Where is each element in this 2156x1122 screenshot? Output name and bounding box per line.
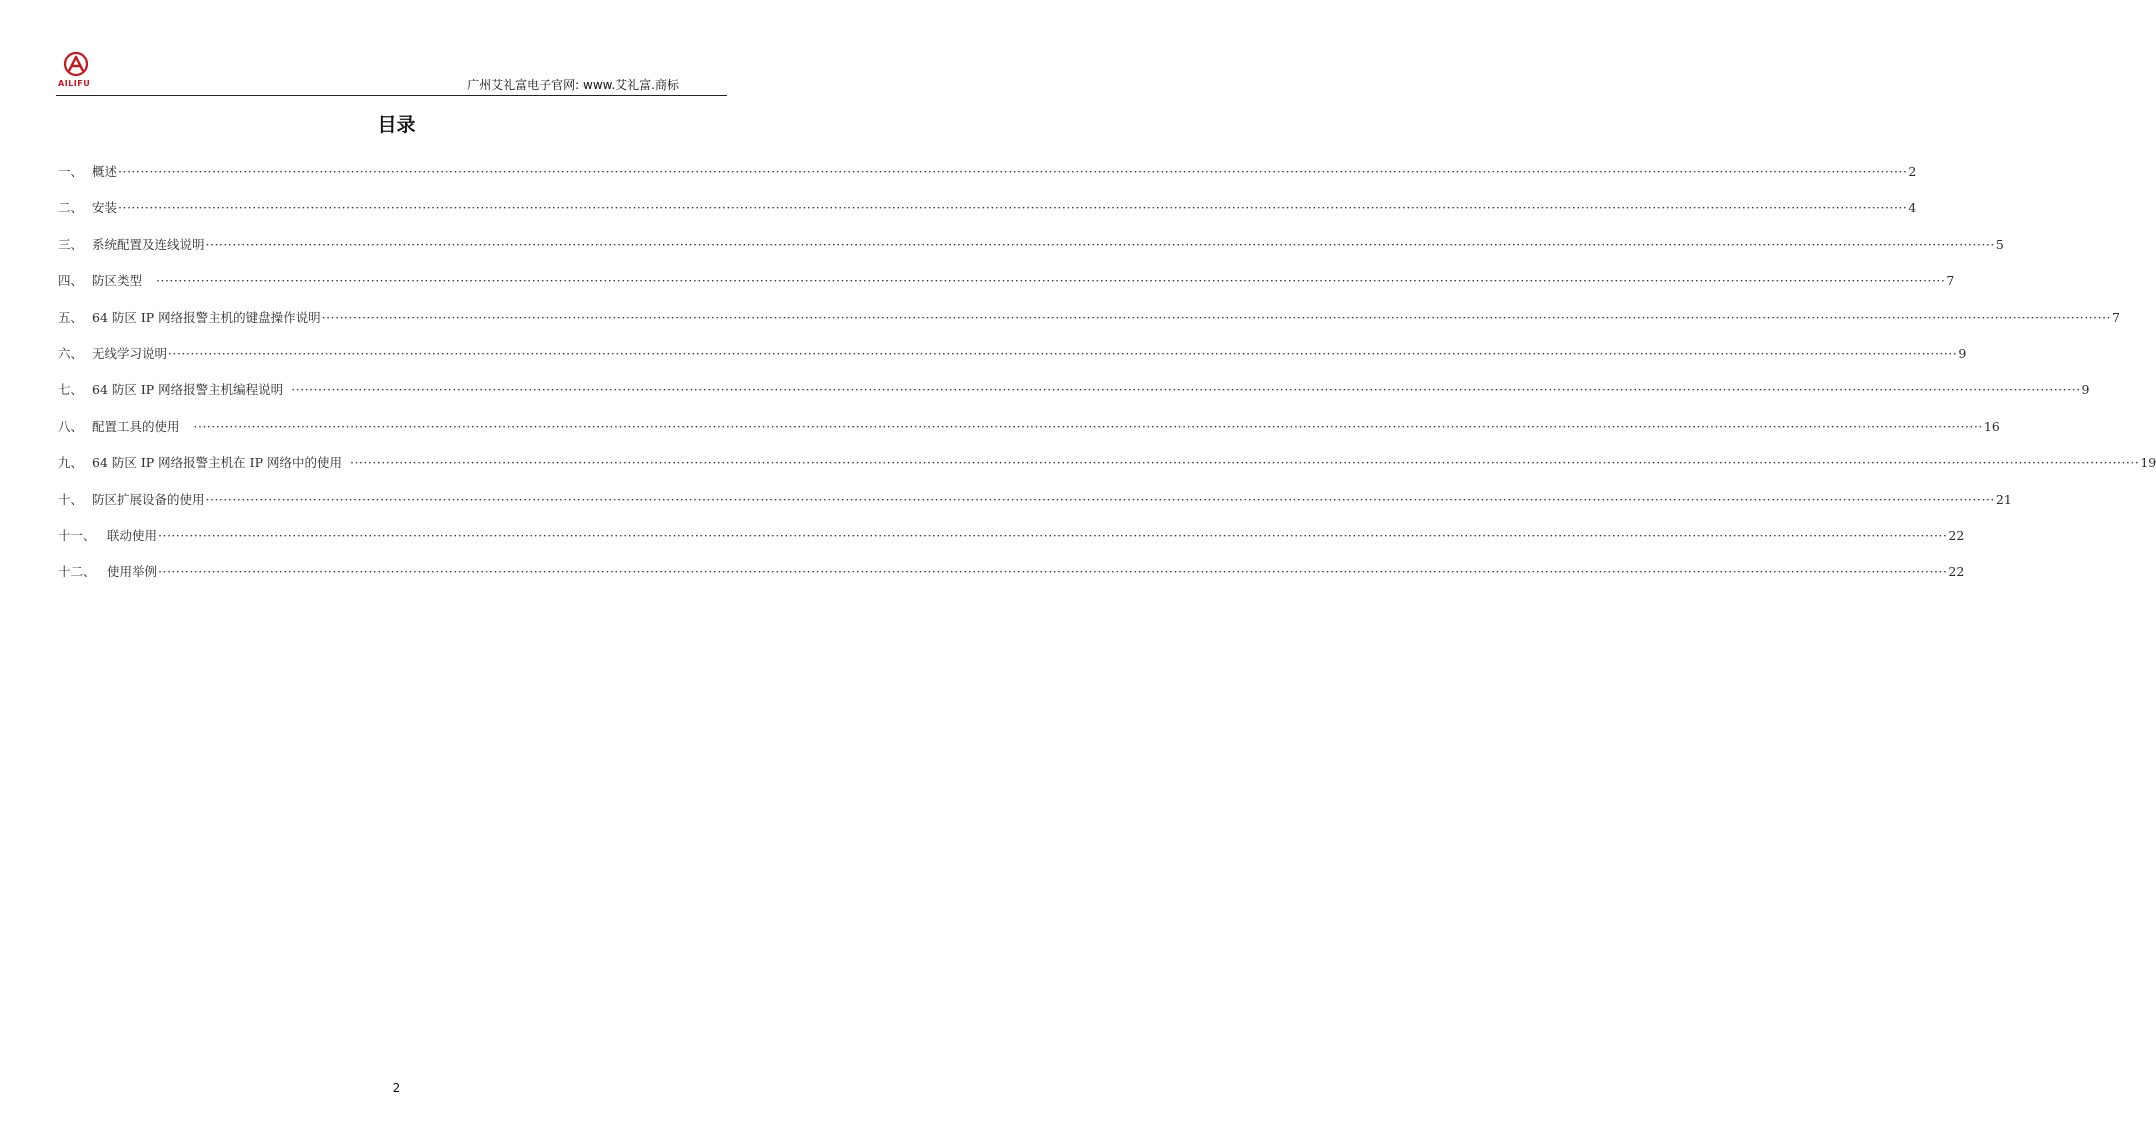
toc-leader-dots: ················································································································································································································································································································································································································ xyxy=(168,345,1958,361)
toc-item[interactable] xyxy=(58,563,1965,599)
toc-leader-dots: ················································································································································································································································································································································································································ xyxy=(349,455,2140,471)
toc-leader-dots: ················································································································································································································································································································································································································ xyxy=(291,382,2081,398)
toc-item-number: 十二、 xyxy=(58,564,96,580)
toc-item-page: 22 xyxy=(1948,527,1965,543)
toc-leader-dots: ················································································································································································································································································································································································································ xyxy=(158,564,1948,580)
toc-item-label: 联动使用 xyxy=(107,527,158,543)
toc-item-label: 概述 xyxy=(92,164,118,179)
toc-item-number: 九、 xyxy=(58,455,84,471)
toc-leader-dots: ················································································································································································································································································································································································································ xyxy=(321,309,2112,325)
toc-item-number: 一、 xyxy=(58,164,84,179)
toc-item-page: 19 xyxy=(2140,455,2156,471)
toc-item-page: 7 xyxy=(1946,273,1955,289)
toc-item-number: 八、 xyxy=(58,418,84,434)
toc-item-page: 16 xyxy=(1983,418,2000,434)
toc-item-number: 十、 xyxy=(58,491,84,507)
page-title: 目录 xyxy=(377,114,416,136)
toc-leader-dots: ················································································································································································································································································································································································································ xyxy=(193,418,1983,434)
toc-leader-dots: ················································································································································································································································································································································································································ xyxy=(156,273,1946,289)
table-of-contents xyxy=(58,163,2156,600)
toc-item[interactable] xyxy=(58,418,2000,454)
toc-item-page: 2 xyxy=(1908,164,1917,179)
toc-item-label: 系统配置及连线说明 xyxy=(92,236,205,252)
toc-leader-dots: ················································································································································································································································································································································································································ xyxy=(118,200,1908,216)
toc-item-number: 二、 xyxy=(58,200,84,216)
toc-item[interactable] xyxy=(58,272,1955,308)
toc-item-label: 无线学习说明 xyxy=(92,345,168,361)
toc-item-label: 64 防区 IP 网络报警主机的键盘操作说明 xyxy=(92,309,321,325)
toc-item[interactable] xyxy=(58,345,1967,381)
toc-item[interactable] xyxy=(58,527,1965,563)
toc-item[interactable] xyxy=(58,381,2090,417)
toc-item-number: 七、 xyxy=(58,382,84,398)
toc-item-number: 五、 xyxy=(58,309,84,325)
toc-leader-dots: ················································································································································································································································································································································································································ xyxy=(118,164,1908,179)
toc-item[interactable] xyxy=(58,199,1917,235)
toc-item-page: 5 xyxy=(1995,236,2004,252)
toc-item-label: 64 防区 IP 网络报警主机编程说明 xyxy=(92,382,284,398)
toc-leader-dots: ················································································································································································································································································································································································································ xyxy=(205,236,1995,252)
toc-item[interactable] xyxy=(58,491,2012,527)
toc-item-page: 4 xyxy=(1908,200,1917,216)
toc-item-number: 十一、 xyxy=(58,527,96,543)
toc-item[interactable] xyxy=(58,454,2156,490)
header-site-text: 广州艾礼富电子官网: www.艾礼富.商标 xyxy=(467,78,679,92)
toc-item-page: 21 xyxy=(1995,491,2012,507)
toc-item-page: 9 xyxy=(1958,345,1967,361)
toc-item-label: 防区类型 xyxy=(92,273,143,289)
toc-leader-dots: ················································································································································································································································································································································································································ xyxy=(158,527,1948,543)
toc-item[interactable] xyxy=(58,163,1917,199)
toc-item-label: 防区扩展设备的使用 xyxy=(92,491,205,507)
page-number: 2 xyxy=(392,1081,401,1095)
toc-item-number: 四、 xyxy=(58,273,84,289)
page-header xyxy=(56,50,727,96)
toc-item[interactable] xyxy=(58,309,2120,345)
toc-item[interactable] xyxy=(58,236,2004,272)
toc-item-label: 使用举例 xyxy=(107,564,158,580)
toc-leader-dots: ················································································································································································································································································································································································································ xyxy=(205,491,1995,507)
toc-item-label: 64 防区 IP 网络报警主机在 IP 网络中的使用 xyxy=(92,455,342,471)
toc-item-label: 配置工具的使用 xyxy=(92,418,180,434)
logo-text: AILIFU xyxy=(58,79,91,88)
toc-item-label: 安装 xyxy=(92,200,118,216)
toc-item-page: 7 xyxy=(2112,309,2120,325)
toc-item-page: 9 xyxy=(2081,382,2090,398)
toc-item-number: 六、 xyxy=(58,345,84,361)
toc-item-number: 三、 xyxy=(58,236,84,252)
toc-item-page: 22 xyxy=(1948,564,1965,580)
header-divider xyxy=(56,95,727,96)
